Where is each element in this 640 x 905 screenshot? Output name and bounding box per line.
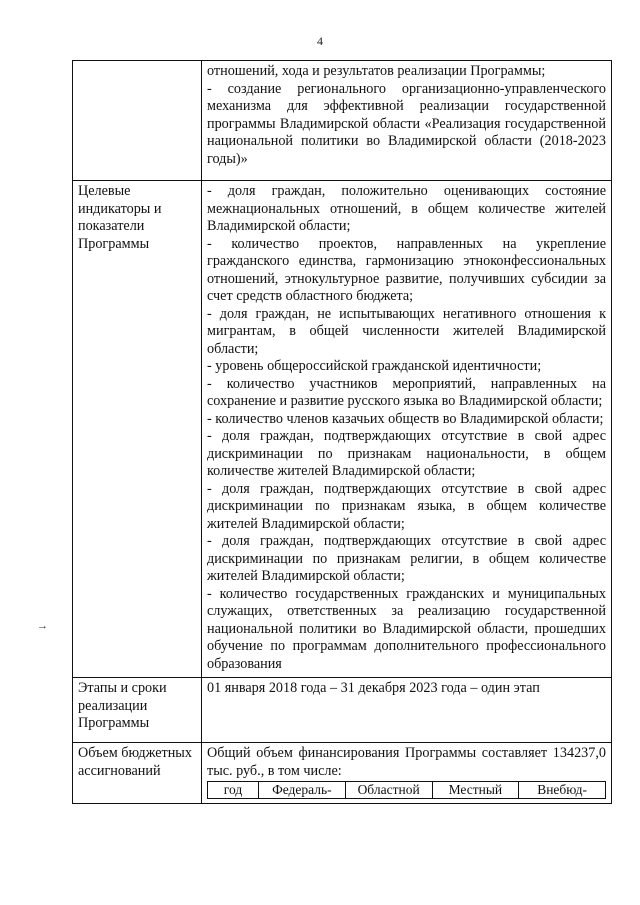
table-row bbox=[73, 743, 612, 804]
finance-header-cell: Местный bbox=[432, 782, 519, 799]
finance-header-cell: Федераль- bbox=[259, 782, 346, 799]
row-value bbox=[202, 181, 612, 678]
row-label bbox=[73, 61, 202, 181]
finance-header-cell: Областной bbox=[345, 782, 432, 799]
table-row bbox=[73, 61, 612, 181]
value-item: - доля граждан, подтверждающих отсутствие в свой адрес дискриминации по признакам языка, в общем количестве жителей Владимирской области; bbox=[207, 480, 606, 532]
value-item: - уровень общероссийской гражданской идентичности; bbox=[207, 358, 542, 374]
finance-header-cell: Внебюд- bbox=[519, 782, 606, 799]
value-item: - доля граждан, не испытывающих негативного отношения к мигрантам, в общей численности жителей Владимирской области; bbox=[207, 305, 606, 357]
value-item: - количество государственных гражданских и муниципальных служащих, ответственных за реализацию государственной национальной политики во Владимирской области, прошедших обучение по программам дополнительного профессионального образования bbox=[207, 585, 606, 672]
value-item: - доля граждан, подтверждающих отсутствие в свой адрес дискриминации по признакам религии, в общем количестве жителей Владимирской области; bbox=[207, 533, 606, 584]
page-number: 4 bbox=[317, 34, 323, 48]
value-item: - доля граждан, положительно оценивающих состояние межнациональных отношений, в общем количестве жителей Владимирской области; bbox=[207, 183, 606, 234]
value-item: 01 января 2018 года – 31 декабря 2023 года – один этап bbox=[207, 680, 540, 696]
finance-table bbox=[207, 781, 606, 799]
value-item: Общий объем финансирования Программы составляет 134237,0 тыс. руб., в том числе: bbox=[207, 745, 606, 779]
side-arrow-mark: → bbox=[37, 620, 48, 632]
value-item: - количество членов казачьих обществ во Владимирской области; bbox=[207, 410, 604, 427]
row-value bbox=[202, 61, 612, 181]
row-label: Целевые индикаторы и показатели Программы bbox=[73, 181, 202, 678]
row-label: Этапы и сроки реализации Программы bbox=[73, 678, 202, 743]
row-value bbox=[202, 743, 612, 804]
value-item: - количество проектов, направленных на укрепление гражданского единства, гармонизацию этноконфессиональных отношений, этнокультурное развитие, получивших субсидии за счет средств областного бюджета; bbox=[207, 235, 606, 304]
program-passport-table bbox=[72, 60, 612, 804]
finance-header-row bbox=[208, 782, 606, 799]
table-row bbox=[73, 678, 612, 743]
table-row bbox=[73, 181, 612, 678]
row-value bbox=[202, 678, 612, 743]
row-label: Объем бюджетных ассигнований bbox=[73, 743, 202, 804]
value-item: - количество участников мероприятий, направленных на сохранение и развитие русского языка во Владимирской области; bbox=[207, 375, 606, 409]
finance-header-cell: год bbox=[208, 782, 259, 799]
value-item: - доля граждан, подтверждающих отсутствие в свой адрес дискриминации по признакам национальности, в общем количестве жителей Владимирской области; bbox=[207, 428, 606, 479]
value-item: отношений, хода и результатов реализации Программы; bbox=[207, 63, 546, 79]
value-item: - создание регионального организационно-управленческого механизма для эффективной реализации государственной программы Владимирской области «Реализация государственной национальной политики во Владимирской области (2018-2023 годы)» bbox=[207, 80, 606, 167]
